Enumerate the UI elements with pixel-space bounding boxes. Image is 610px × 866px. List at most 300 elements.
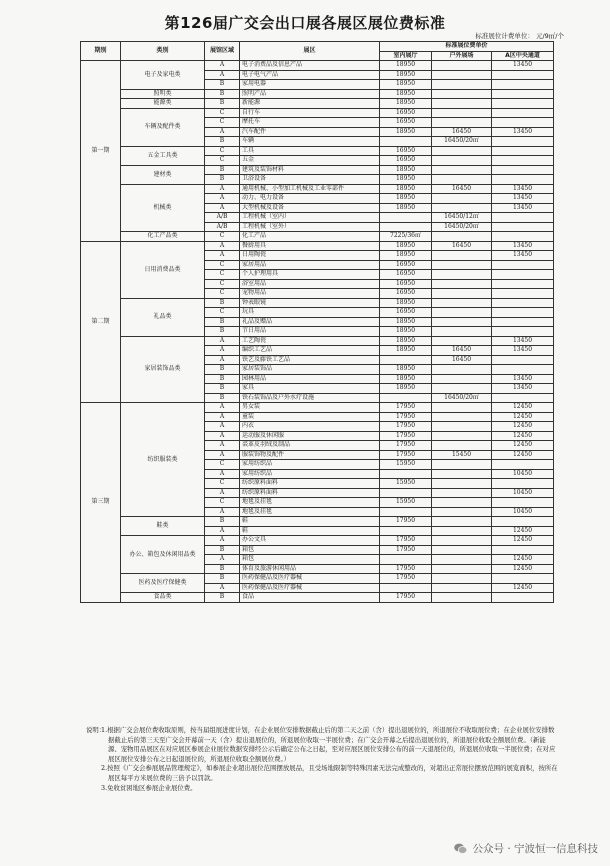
outdoor-fee-cell [432,251,492,261]
area-class-cell: B [205,545,240,555]
a-hall-fee-cell [492,156,554,166]
outdoor-fee-cell [432,460,492,470]
outdoor-fee-cell [432,327,492,337]
area-class-cell: C [205,232,240,242]
a-hall-fee-cell [492,89,554,99]
outdoor-fee-cell [432,336,492,346]
zone-cell: 箱包 [240,545,380,555]
indoor-fee-cell [380,213,432,223]
area-class-cell: A/B [205,222,240,232]
outdoor-fee-cell [432,270,492,280]
outdoor-fee-cell [432,108,492,118]
zone-cell: 礼品及赠品 [240,317,380,327]
zone-cell: 男女装 [240,403,380,413]
indoor-fee-cell: 18950 [380,80,432,90]
category-cell: 建材类 [121,165,205,184]
indoor-fee-cell: 15950 [380,498,432,508]
outdoor-fee-cell: 16450/20㎡ [432,393,492,403]
fee-table-body [81,61,554,603]
area-class-cell: C [205,289,240,299]
zone-cell: 日用陶瓷 [240,251,380,261]
zone-cell: 家用纺织品 [240,460,380,470]
area-class-cell: C [205,279,240,289]
zone-cell: 玩具 [240,308,380,318]
outdoor-fee-cell [432,260,492,270]
category-cell: 鞋类 [121,517,205,536]
phase-cell: 第一期 [81,61,121,242]
phase-cell: 第二期 [81,241,121,403]
indoor-fee-cell [380,583,432,593]
outdoor-fee-cell [432,431,492,441]
a-hall-fee-cell: 12450 [492,431,554,441]
indoor-fee-cell: 18950 [380,374,432,384]
indoor-fee-cell: 18950 [380,165,432,175]
area-class-cell: B [205,365,240,375]
indoor-fee-cell: 18950 [380,327,432,337]
table-row [81,593,554,603]
notes-section [88,726,558,793]
zone-cell: 宠物用品 [240,289,380,299]
a-hall-fee-cell [492,108,554,118]
indoor-fee-cell [380,355,432,365]
indoor-fee-cell: 18950 [380,99,432,109]
zone-cell: 铁石装饰品及户外水疗设施 [240,393,380,403]
category-cell: 办公、箱包及休闲用品类 [121,536,205,574]
zone-cell: 家居装饰品 [240,365,380,375]
a-hall-fee-cell: 13450 [492,194,554,204]
area-class-cell: A [205,61,240,71]
a-hall-fee-cell [492,175,554,185]
indoor-fee-cell: 18950 [380,241,432,251]
outdoor-fee-cell [432,374,492,384]
indoor-fee-cell: 17950 [380,403,432,413]
a-hall-fee-cell [492,118,554,128]
indoor-fee-cell: 16950 [380,108,432,118]
indoor-fee-cell: 18950 [380,70,432,80]
zone-cell: 铁艺及藤铁工艺品 [240,355,380,365]
outdoor-fee-cell [432,507,492,517]
outdoor-fee-cell: 16450 [432,127,492,137]
fee-table [80,41,554,603]
indoor-fee-cell: 16950 [380,260,432,270]
a-hall-fee-cell [492,460,554,470]
indoor-fee-cell: 17950 [380,517,432,527]
area-class-cell: A [205,412,240,422]
outdoor-fee-cell [432,289,492,299]
category-cell: 车辆及配件类 [121,108,205,146]
outdoor-fee-cell: 16450/20㎡ [432,222,492,232]
zone-cell: 工具 [240,146,380,156]
zone-cell: 内衣 [240,422,380,432]
a-hall-fee-cell [492,317,554,327]
outdoor-fee-cell [432,365,492,375]
outdoor-fee-cell: 16450/12㎡ [432,213,492,223]
indoor-fee-cell [380,555,432,565]
indoor-fee-cell: 16950 [380,289,432,299]
area-class-cell: C [205,460,240,470]
indoor-fee-cell: 7225/36㎡ [380,232,432,242]
a-hall-fee-cell [492,70,554,80]
outdoor-fee-cell [432,99,492,109]
outdoor-fee-cell [432,203,492,213]
zone-cell: 卫浴设备 [240,175,380,185]
indoor-fee-cell [380,526,432,536]
zone-cell: 地毯及挂毯 [240,507,380,517]
indoor-fee-cell: 17950 [380,412,432,422]
a-hall-fee-cell [492,327,554,337]
zone-cell: 家具 [240,384,380,394]
outdoor-fee-cell: 16450/20㎡ [432,137,492,147]
area-class-cell: A [205,507,240,517]
zone-cell: 自行车 [240,108,380,118]
table-row [81,241,554,251]
zone-cell: 编织工艺品 [240,346,380,356]
indoor-fee-cell: 16950 [380,308,432,318]
outdoor-fee-cell [432,441,492,451]
outdoor-fee-cell: 16450 [432,184,492,194]
wechat-icon [453,841,468,856]
zone-cell: 大型机械及设备 [240,203,380,213]
a-hall-fee-cell [492,146,554,156]
area-class-cell: A [205,241,240,251]
area-class-cell: C [205,308,240,318]
area-class-cell: A [205,336,240,346]
indoor-fee-cell: 18950 [380,336,432,346]
table-row [81,536,554,546]
header-fee-group: 标准展位费单价 [380,42,554,52]
indoor-fee-cell [380,393,432,403]
zone-cell: 电子消费品及信息产品 [240,61,380,71]
a-hall-fee-cell [492,80,554,90]
outdoor-fee-cell [432,279,492,289]
zone-cell: 纺织原料面料 [240,479,380,489]
a-hall-fee-cell: 12450 [492,450,554,460]
zone-cell: 箱包 [240,555,380,565]
zone-cell: 个人护理用具 [240,270,380,280]
area-class-cell: B [205,165,240,175]
a-hall-fee-cell [492,365,554,375]
indoor-fee-cell: 16950 [380,270,432,280]
category-cell: 五金工具类 [121,146,205,165]
indoor-fee-cell: 17950 [380,450,432,460]
a-hall-fee-cell: 13450 [492,184,554,194]
outdoor-fee-cell [432,317,492,327]
zone-cell: 医药保健品及医疗器械 [240,574,380,584]
zone-cell: 服装饰物及配件 [240,450,380,460]
a-hall-fee-cell [492,260,554,270]
zone-cell: 裘革皮羽绒及制品 [240,441,380,451]
zone-cell: 通用机械、小型加工机械及工业零部件 [240,184,380,194]
area-class-cell: A [205,441,240,451]
outdoor-fee-cell [432,536,492,546]
category-cell: 医药及医疗保健类 [121,574,205,593]
indoor-fee-cell: 18950 [380,89,432,99]
zone-cell: 浴室用品 [240,279,380,289]
zone-cell: 五金 [240,156,380,166]
a-hall-fee-cell: 13450 [492,374,554,384]
indoor-fee-cell: 18950 [380,194,432,204]
zone-cell: 动力、电力设备 [240,194,380,204]
fee-table-header [81,42,554,61]
a-hall-fee-cell: 10450 [492,507,554,517]
outdoor-fee-cell: 16450 [432,346,492,356]
zone-cell: 医药保健品及医疗器械 [240,583,380,593]
area-class-cell: B [205,574,240,584]
outdoor-fee-cell [432,232,492,242]
zone-cell: 工艺陶瓷 [240,336,380,346]
outdoor-fee-cell [432,70,492,80]
area-class-cell: A [205,194,240,204]
indoor-fee-cell: 18950 [380,184,432,194]
indoor-fee-cell: 18950 [380,384,432,394]
area-class-cell: A [205,450,240,460]
a-hall-fee-cell: 12450 [492,536,554,546]
a-hall-fee-cell: 13450 [492,384,554,394]
outdoor-fee-cell [432,118,492,128]
zone-cell: 鞋 [240,526,380,536]
a-hall-fee-cell [492,99,554,109]
indoor-fee-cell: 18950 [380,127,432,137]
a-hall-fee-cell: 12450 [492,583,554,593]
area-class-cell: A/B [205,213,240,223]
a-hall-fee-cell [492,593,554,603]
area-class-cell: A [205,469,240,479]
outdoor-fee-cell [432,194,492,204]
outdoor-fee-cell [432,308,492,318]
header-outdoor: 户外展场 [432,51,492,61]
a-hall-fee-cell [492,165,554,175]
zone-cell: 新能源 [240,99,380,109]
outdoor-fee-cell [432,61,492,71]
zone-cell: 地毯及挂毯 [240,498,380,508]
a-hall-fee-cell [492,289,554,299]
zone-cell: 摩托车 [240,118,380,128]
indoor-fee-cell: 16950 [380,118,432,128]
area-class-cell: A [205,203,240,213]
a-hall-fee-cell: 12450 [492,422,554,432]
outdoor-fee-cell [432,89,492,99]
area-class-cell: B [205,327,240,337]
zone-cell: 工程机械（室内） [240,213,380,223]
a-hall-fee-cell [492,213,554,223]
zone-cell: 钟表眼镜 [240,298,380,308]
note-item: 1.根据广交会展位费收取原则，按当届组展进度计划，在企业展位安排数据截止后的第二天之前（含）提出退展位的，所退展位不收取展位费；在企业展位安排数据截止后的第三天至广交会开幕前一天（含）提出退展位的，所退展位收取一半展位费；在广交会开幕之后提出退展位的，所退展位收取全额展位费。（新能源、宠物用品展区在对应展区参展企业展位数据安排经公示后确定公布之日起，至对应展区展位安排公布的前一天退展位的，所退展位收取一半展位费；在对应展区展位安排公布之日起退展位的，所退展位收取全额展位费。） [101,726,556,763]
indoor-fee-cell: 17950 [380,422,432,432]
area-class-cell: A [205,526,240,536]
a-hall-fee-cell: 12450 [492,555,554,565]
area-class-cell: A [205,536,240,546]
outdoor-fee-cell [432,479,492,489]
area-class-cell: C [205,498,240,508]
a-hall-fee-cell: 10450 [492,488,554,498]
header-area-class: 展馆区域 [205,42,240,61]
outdoor-fee-cell [432,156,492,166]
phase-cell: 第三期 [81,403,121,603]
a-hall-fee-cell: 13450 [492,336,554,346]
zone-cell: 运动服及休闲服 [240,431,380,441]
outdoor-fee-cell [432,469,492,479]
area-class-cell: A [205,184,240,194]
header-phase: 期别 [81,42,121,61]
a-hall-fee-cell [492,479,554,489]
area-class-cell: B [205,564,240,574]
outdoor-fee-cell [432,583,492,593]
table-row [81,336,554,346]
indoor-fee-cell [380,469,432,479]
a-hall-fee-cell [492,355,554,365]
a-hall-fee-cell [492,574,554,584]
table-row [81,146,554,156]
area-class-cell: A [205,583,240,593]
area-class-cell: C [205,270,240,280]
a-hall-fee-cell: 13450 [492,346,554,356]
a-hall-fee-cell [492,517,554,527]
zone-cell: 餐厨用具 [240,241,380,251]
area-class-cell: B [205,99,240,109]
table-row [81,298,554,308]
category-cell: 纺织服装类 [121,403,205,517]
note-item: 2.按照《广交会参展展品管理规定》，如参展企业超出展位范围摆放展品，且受场地限制等特殊因素无法完成整改的，对超出正常展位摆放范围的展览面积，按所在展区每平方米展位费的三倍予以罚款。 [101,764,558,782]
zone-cell: 鞋 [240,517,380,527]
zone-cell: 照明产品 [240,89,380,99]
a-hall-fee-cell [492,393,554,403]
a-hall-fee-cell: 13450 [492,127,554,137]
a-hall-fee-cell: 10450 [492,469,554,479]
outdoor-fee-cell [432,146,492,156]
a-hall-fee-cell [492,232,554,242]
table-row [81,61,554,71]
zone-cell: 办公文具 [240,536,380,546]
document-title: 第126届广交会出口展各展区展位费标准 [164,14,446,32]
outdoor-fee-cell [432,422,492,432]
table-row [81,165,554,175]
area-class-cell: B [205,374,240,384]
indoor-fee-cell: 18950 [380,298,432,308]
indoor-fee-cell [380,488,432,498]
a-hall-fee-cell [492,308,554,318]
a-hall-fee-cell [492,279,554,289]
zone-cell: 工程机械（室外） [240,222,380,232]
zone-cell: 电子电气产品 [240,70,380,80]
outdoor-fee-cell [432,175,492,185]
area-class-cell: C [205,156,240,166]
table-row [81,184,554,194]
area-class-cell: B [205,137,240,147]
outdoor-fee-cell [432,384,492,394]
table-row [81,108,554,118]
area-class-cell: A [205,422,240,432]
category-cell: 食品类 [121,593,205,603]
indoor-fee-cell [380,222,432,232]
outdoor-fee-cell [432,498,492,508]
outdoor-fee-cell [432,593,492,603]
indoor-fee-cell: 18950 [380,365,432,375]
area-class-cell: B [205,384,240,394]
area-class-cell: B [205,80,240,90]
a-hall-fee-cell [492,498,554,508]
area-class-cell: A [205,355,240,365]
a-hall-fee-cell: 12450 [492,412,554,422]
category-cell: 机械类 [121,184,205,232]
indoor-fee-cell: 18950 [380,61,432,71]
category-cell: 礼品类 [121,298,205,336]
indoor-fee-cell: 18950 [380,175,432,185]
a-hall-fee-cell: 13450 [492,203,554,213]
a-hall-fee-cell [492,270,554,280]
category-cell: 照明类 [121,89,205,99]
area-class-cell: A [205,127,240,137]
watermark [453,840,598,856]
notes-label: 说明： [86,726,106,734]
area-class-cell: A [205,251,240,261]
indoor-fee-cell: 17950 [380,545,432,555]
zone-cell: 节日用品 [240,327,380,337]
area-class-cell: B [205,517,240,527]
indoor-fee-cell: 17950 [380,593,432,603]
area-class-cell: B [205,593,240,603]
area-class-cell: A [205,70,240,80]
table-row [81,574,554,584]
table-row [81,517,554,527]
indoor-fee-cell [380,507,432,517]
area-class-cell: C [205,146,240,156]
category-cell: 电子及家电类 [121,61,205,90]
area-class-cell: B [205,89,240,99]
indoor-fee-cell: 18950 [380,203,432,213]
a-hall-fee-cell: 13450 [492,241,554,251]
outdoor-fee-cell: 16450 [432,355,492,365]
indoor-fee-cell: 17950 [380,441,432,451]
zone-cell: 家用电器 [240,80,380,90]
a-hall-fee-cell [492,222,554,232]
outdoor-fee-cell [432,403,492,413]
area-class-cell: B [205,393,240,403]
indoor-fee-cell: 16950 [380,146,432,156]
outdoor-fee-cell: 16450 [432,241,492,251]
indoor-fee-cell [380,137,432,147]
indoor-fee-cell: 18950 [380,346,432,356]
indoor-fee-cell: 16950 [380,279,432,289]
category-cell: 日用消费品类 [121,241,205,298]
outdoor-fee-cell: 15450 [432,450,492,460]
watermark-text: 公众号 · 宁波恒一信息科技 [472,842,598,855]
indoor-fee-cell: 18950 [380,317,432,327]
outdoor-fee-cell [432,412,492,422]
zone-cell: 家居用品 [240,260,380,270]
outdoor-fee-cell [432,80,492,90]
outdoor-fee-cell [432,574,492,584]
indoor-fee-cell: 17950 [380,431,432,441]
category-cell: 家居装饰品类 [121,336,205,403]
zone-cell: 汽车配件 [240,127,380,137]
outdoor-fee-cell [432,517,492,527]
area-class-cell: C [205,108,240,118]
table-row [81,403,554,413]
a-hall-fee-cell [492,137,554,147]
zone-cell: 食品 [240,593,380,603]
table-row [81,89,554,99]
a-hall-fee-cell: 12450 [492,441,554,451]
header-indoor: 室内展厅 [380,51,432,61]
zone-cell: 车辆 [240,137,380,147]
indoor-fee-cell: 15950 [380,460,432,470]
outdoor-fee-cell [432,545,492,555]
zone-cell: 园林用品 [240,374,380,384]
indoor-fee-cell: 17950 [380,574,432,584]
table-row [81,232,554,242]
header-category: 类别 [121,42,205,61]
header-zone: 展区 [240,42,380,61]
